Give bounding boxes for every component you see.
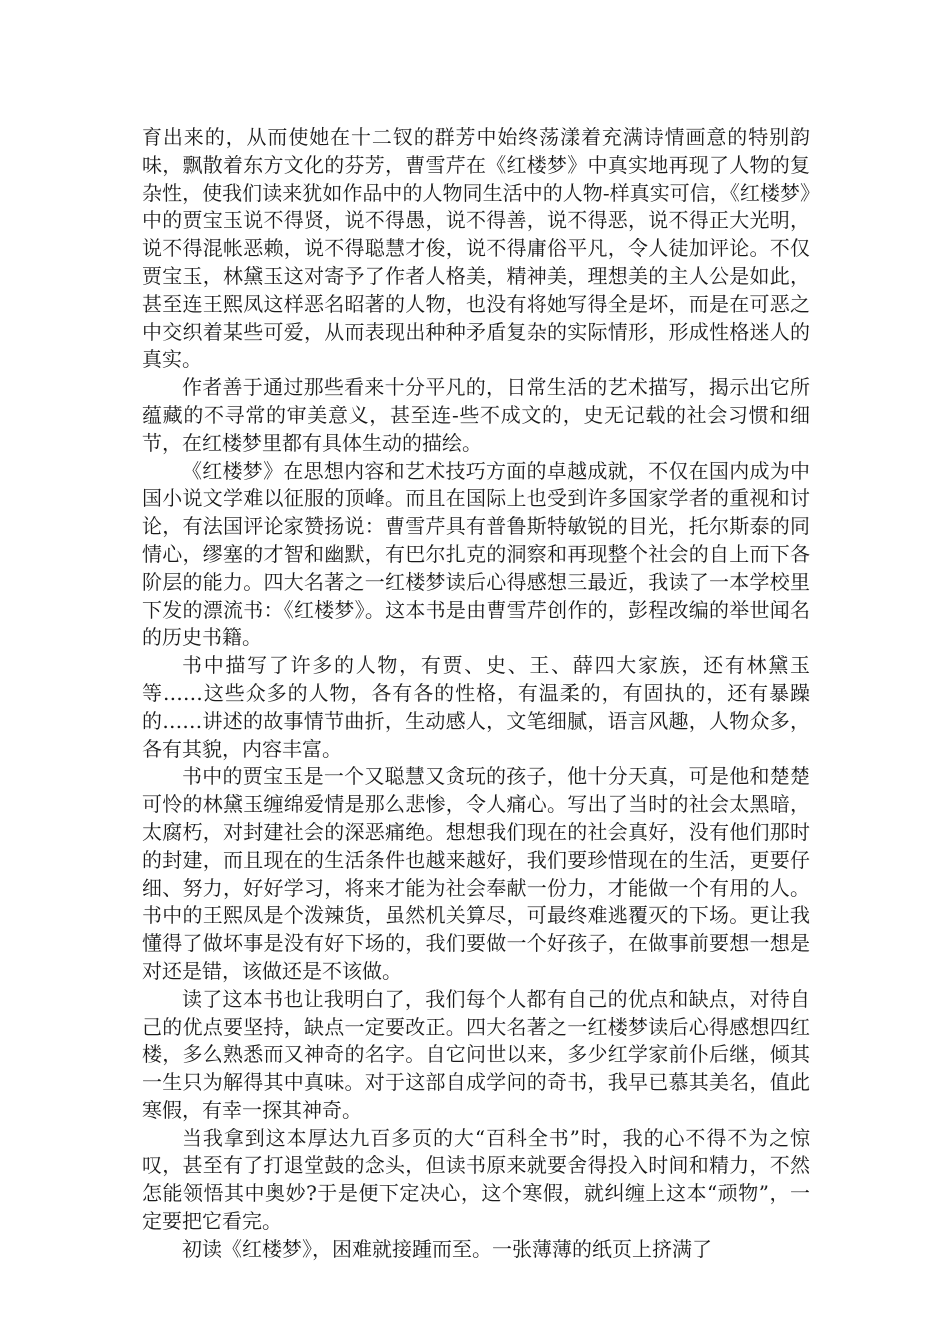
paragraph-4: 书中描写了许多的人物，有贾、史、王、薛四大家族，还有林黛玉等……这些众多的人物，各有各的性格，有温柔的，有固执的，还有暴躁的……讲述的故事情节曲折，生动感人，文笔细腻，语言风趣，人物众多，各有其貌，内容丰富。 — [142, 653, 810, 761]
paragraph-7: 当我拿到这本厚达九百多页的大“百科全书”时，我的心不得不为之惊叹，甚至有了打退堂鼓的念头，但读书原来就要舍得投入时间和精力，不然怎能领悟其中奥妙?于是便下定决心，这个寒假，就纠缠上这本“顽物”，一定要把它看完。 — [142, 1125, 810, 1234]
paragraph-1: 育出来的，从而使她在十二钗的群芳中始终荡漾着充满诗情画意的特别韵味，飘散着东方文化的芬芳，曹雪芹在《红楼梦》中真实地再现了人物的复杂性，使我们读来犹如作品中的人物同生活中的人物-样真实可信，《红楼梦》中的贾宝玉说不得贤，说不得愚，说不得善，说不得恶，说不得正大光明，说不得混帐恶赖，说不得聪慧才俊，说不得庸俗平凡，令人徒加评论。不仅贾宝玉，林黛玉这对寄予了作者人格美，精神美，理想美的主人公是如此，甚至连王熙凤这样恶名昭著的人物，也没有将她写得全是坏，而是在可恶之中交织着某些可爱，从而表现出种种矛盾复杂的实际情形，形成性格迷人的真实。 — [142, 125, 810, 372]
paragraph-2: 作者善于通过那些看来十分平凡的，日常生活的艺术描写，揭示出它所蕴藏的不寻常的审美意义，甚至连-些不成文的，史无记载的社会习惯和细节，在红楼梦里都有具体生动的描绘。 — [142, 375, 810, 455]
paragraph-6: 读了这本书也让我明白了，我们每个人都有自己的优点和缺点，对待自己的优点要坚持，缺点一定要改正。四大名著之一红楼梦读后心得感想四红楼，多么熟悉而又神奇的名字。自它问世以来，多少红学家前仆后继，倾其一生只为解得其中真味。对于这部自成学问的奇书，我早已慕其美名，值此寒假，有幸一探其神奇。 — [142, 986, 810, 1122]
paragraph-5: 书中的贾宝玉是一个又聪慧又贪玩的孩子，他十分天真，可是他和楚楚可怜的林黛玉缠绵爱情是那么悲惨，令人痛心。写出了当时的社会太黑暗，太腐朽，对封建社会的深恶痛绝。想想我们现在的社会真好，没有他们那时的封建，而且现在的生活条件也越来越好，我们要珍惜现在的生活，更要仔细、努力，好好学习，将来才能为社会奉献一份力，才能做一个有用的人。书中的王熙凤是个泼辣货，虽然机关算尽，可最终难逃覆灭的下场。更让我懂得了做坏事是没有好下场的，我们要做一个好孩子，在做事前要想一想是对还是错，该做还是不该做。 — [142, 764, 810, 983]
paragraph-8: 初读《红楼梦》，困难就接踵而至。一张薄薄的纸页上挤满了 — [182, 1236, 712, 1261]
document-page — [142, 124, 810, 1264]
paragraph-3: 《红楼梦》在思想内容和艺术技巧方面的卓越成就，不仅在国内成为中国小说文学难以征服的顶峰。而且在国际上也受到许多国家学者的重视和讨论，有法国评论家赞扬说：曹雪芹具有普鲁斯特敏锐的目光，托尔斯泰的同情心，缪塞的才智和幽默，有巴尔扎克的洞察和再现整个社会的自上而下各阶层的能力。四大名著之一红楼梦读后心得感想三最近，我读了一本学校里下发的漂流书：《红楼梦》。这本书是由曹雪芹创作的，彭程改编的举世闻名的历史书籍。 — [142, 458, 810, 650]
